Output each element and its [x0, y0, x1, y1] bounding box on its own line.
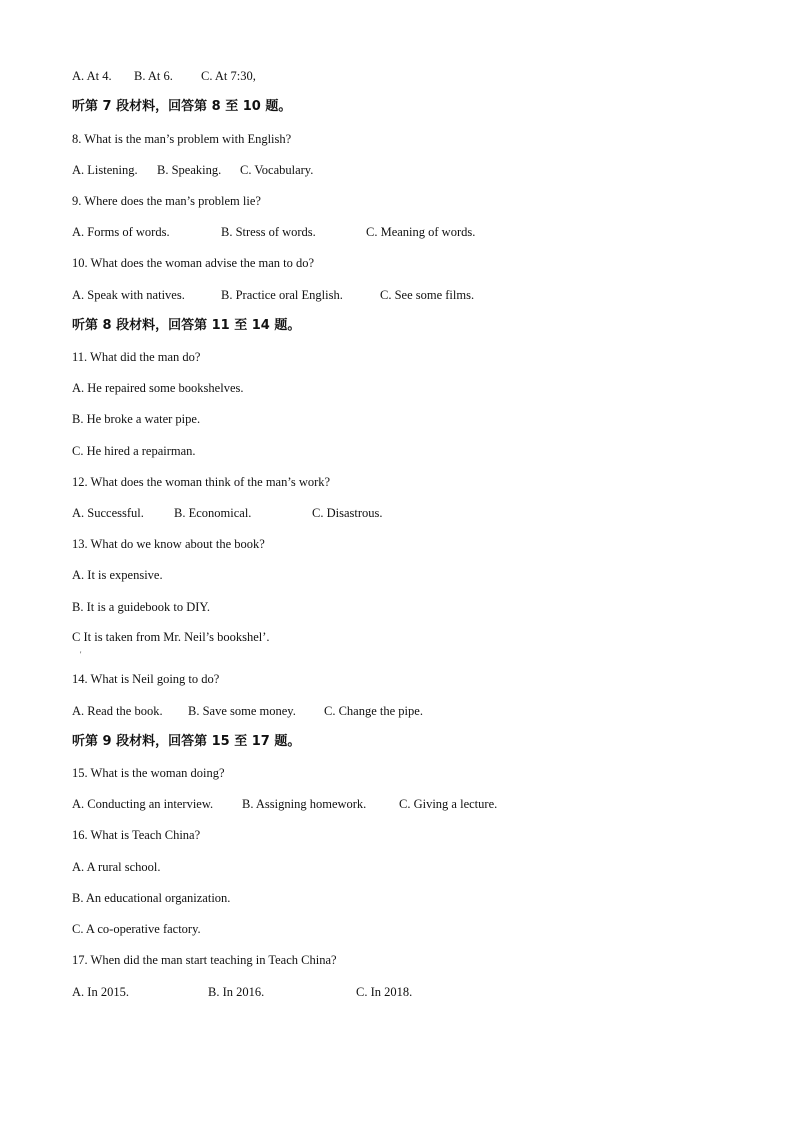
question-8: 8. What is the man’s problem with English?: [72, 132, 292, 146]
q8-option-b: B. Speaking.: [157, 163, 222, 177]
q13-option-c: C It is taken from Mr. Neil’s bookshel’.: [72, 630, 270, 644]
q9-option-c: C. Meaning of words.: [366, 225, 476, 239]
q8-option-c: C. Vocabulary.: [240, 163, 314, 177]
question-16: 16. What is Teach China?: [72, 828, 201, 842]
q14-option-c: C. Change the pipe.: [324, 704, 423, 718]
question-11: 11. What did the man do?: [72, 350, 201, 364]
question-17: 17. When did the man start teaching in Teach China?: [72, 953, 337, 967]
q12-option-a: A. Successful.: [72, 506, 144, 520]
q15-option-c: C. Giving a lecture.: [399, 797, 498, 811]
q14-option-a: A. Read the book.: [72, 704, 163, 718]
q12-option-c: C. Disastrous.: [312, 506, 383, 520]
q17-option-c: C. In 2018.: [356, 985, 413, 999]
stray-tick-mark: ': [80, 650, 82, 659]
question-12: 12. What does the woman think of the man’s work?: [72, 475, 331, 489]
question-15: 15. What is the woman doing?: [72, 766, 225, 780]
q13-option-b: B. It is a guidebook to DIY.: [72, 600, 210, 614]
question-13: 13. What do we know about the book?: [72, 537, 265, 551]
q11-option-a: A. He repaired some bookshelves.: [72, 381, 244, 395]
q7-option-a: A. At 4.: [72, 69, 112, 83]
q16-option-b: B. An educational organization.: [72, 891, 231, 905]
q10-option-a: A. Speak with natives.: [72, 288, 185, 302]
q11-option-b: B. He broke a water pipe.: [72, 412, 201, 426]
section-heading-8: 听第 8 段材料，回答第 11 至 14 题。: [72, 318, 301, 333]
q15-option-b: B. Assigning homework.: [242, 797, 367, 811]
question-9: 9. Where does the man’s problem lie?: [72, 194, 261, 208]
q10-option-c: C. See some films.: [380, 288, 475, 302]
q15-option-a: A. Conducting an interview.: [72, 797, 214, 811]
q9-option-a: A. Forms of words.: [72, 225, 170, 239]
q17-option-a: A. In 2015.: [72, 985, 129, 999]
section-heading-7: 听第 7 段材料，回答第 8 至 10 题。: [72, 99, 292, 114]
q14-option-b: B. Save some money.: [188, 704, 296, 718]
q10-option-b: B. Practice oral English.: [221, 288, 343, 302]
q17-option-b: B. In 2016.: [208, 985, 265, 999]
q8-option-a: A. Listening.: [72, 163, 138, 177]
q12-option-b: B. Economical.: [174, 506, 252, 520]
q7-option-c: C. At 7:30,: [201, 69, 256, 83]
q13-option-a: A. It is expensive.: [72, 568, 163, 582]
question-14: 14. What is Neil going to do?: [72, 672, 220, 686]
q11-option-c: C. He hired a repairman.: [72, 444, 196, 458]
q9-option-b: B. Stress of words.: [221, 225, 316, 239]
question-10: 10. What does the woman advise the man to do?: [72, 256, 315, 270]
q16-option-a: A. A rural school.: [72, 860, 161, 874]
section-heading-9: 听第 9 段材料，回答第 15 至 17 题。: [72, 734, 301, 749]
q7-option-b: B. At 6.: [134, 69, 173, 83]
q16-option-c: C. A co-operative factory.: [72, 922, 201, 936]
